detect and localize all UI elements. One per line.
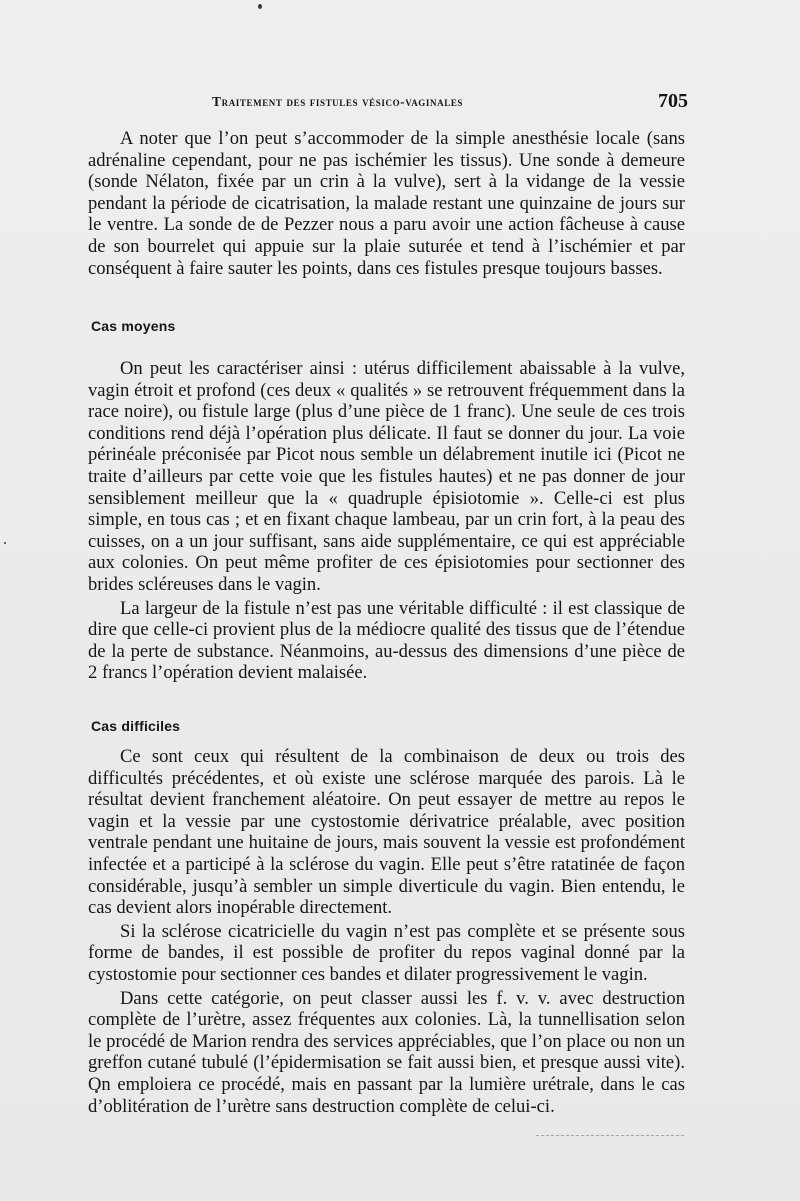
footer-rule — [536, 1135, 684, 1136]
paragraph: Ce sont ceux qui résultent de la combinaison de deux ou trois des difficultés précédentes, et où existe une sclérose marquée des parois. Là le résultat devient franchement aléatoire. On peut essayer de mettre au repos le vagin et la vessie par une cystostomie dérivatrice préalable, avec position ventrale pendant une huitaine de jours, mais souvent la vessie est profondément infectée et a participé à la sclérose du vagin. Elle peut s’être ratatinée de façon considérable, jusqu’à sembler un simple diverticule du vagin. Bien entendu, le cas devient alors inopérable directement. — [88, 746, 685, 919]
running-title: Traitement des fistules vésico-vaginales — [212, 94, 464, 109]
print-speck — [4, 542, 6, 544]
section-cas-difficiles — [88, 746, 685, 1117]
section-cas-moyens — [88, 358, 685, 684]
paragraph: A noter que l’on peut s’accommoder de la simple anesthésie locale (sans adrénaline cependant, pour ne pas ischémier les tissus). Une sonde à demeure (sonde Nélaton, fixée par un crin à la vulve), sert à la vidange de la vessie pendant la période de cicatrisation, la malade restant une quinzaine de jours sur le ventre. La sonde de de Pezzer nous a paru avoir une action fâcheuse à cause de son bourrelet qui appuie sur la plaie suturée et tend à l’ischémier et par conséquent à faire sauter les points, dans ces fistules presque toujours basses. — [88, 128, 685, 279]
section-heading-cas-difficiles: Cas difficiles — [91, 718, 181, 734]
print-speck — [258, 4, 262, 9]
section-heading-cas-moyens: Cas moyens — [91, 318, 176, 334]
paragraph: Dans cette catégorie, on peut classer aussi les f. v. v. avec destruction complète de l’urètre, assez fréquentes aux colonies. Là, la tunnellisation selon le procédé de Marion rendra des services appréciables, que l’on place ou non un greffon cutané tubulé (l’épidermisation se fait aussi bien, et presque aussi vite). On emploiera ce procédé, mais en passant par la lumière urétrale, dans le cas d’oblitération de l’urètre sans destruction complète de celui-ci. — [88, 987, 685, 1117]
section-intro — [88, 128, 685, 279]
paragraph: Si la sclérose cicatricielle du vagin n’est pas complète et se présente sous forme de bandes, il est possible de profiter du repos vaginal donné par la cystostomie pour sectionner ces bandes et dilater progressivement le vagin. — [88, 920, 685, 985]
paragraph: On peut les caractériser ainsi : utérus difficilement abaissable à la vulve, vagin étroit et profond (ces deux « qualités » se retrouvent fréquemment dans la race noire), ou fistule large (plus d’une pièce de 1 franc). Une seule de ces trois conditions rend déjà l’opération plus délicate. Il faut se donner du jour. La voie périnéale préconisée par Picot nous semble un délabrement inutile ici (Picot ne traite d’ailleurs par cette voie que les fistules hautes) et ne pas donner de jour sensiblement meilleur que la « quadruple épisiotomie ». Celle-ci est plus simple, en tous cas ; et en fixant chaque lambeau, par un crin fort, à la peau des cuisses, on a un jour suffisant, sans aide supplémentaire, ce qui est appréciable aux colonies. On peut même profiter de ces épisiotomies pour sectionner des brides scléreuses dans le vagin. — [88, 358, 685, 595]
page-header — [212, 92, 692, 114]
paragraph: La largeur de la fistule n’est pas une véritable difficulté : il est classique de dire que celle-ci provient plus de la médiocre qualité des tissus que de l’étendue de la perte de substance. Néanmoins, au-dessus des dimensions d’une pièce de 2 francs l’opération devient malaisée. — [88, 597, 685, 684]
page-number: 705 — [658, 90, 688, 112]
